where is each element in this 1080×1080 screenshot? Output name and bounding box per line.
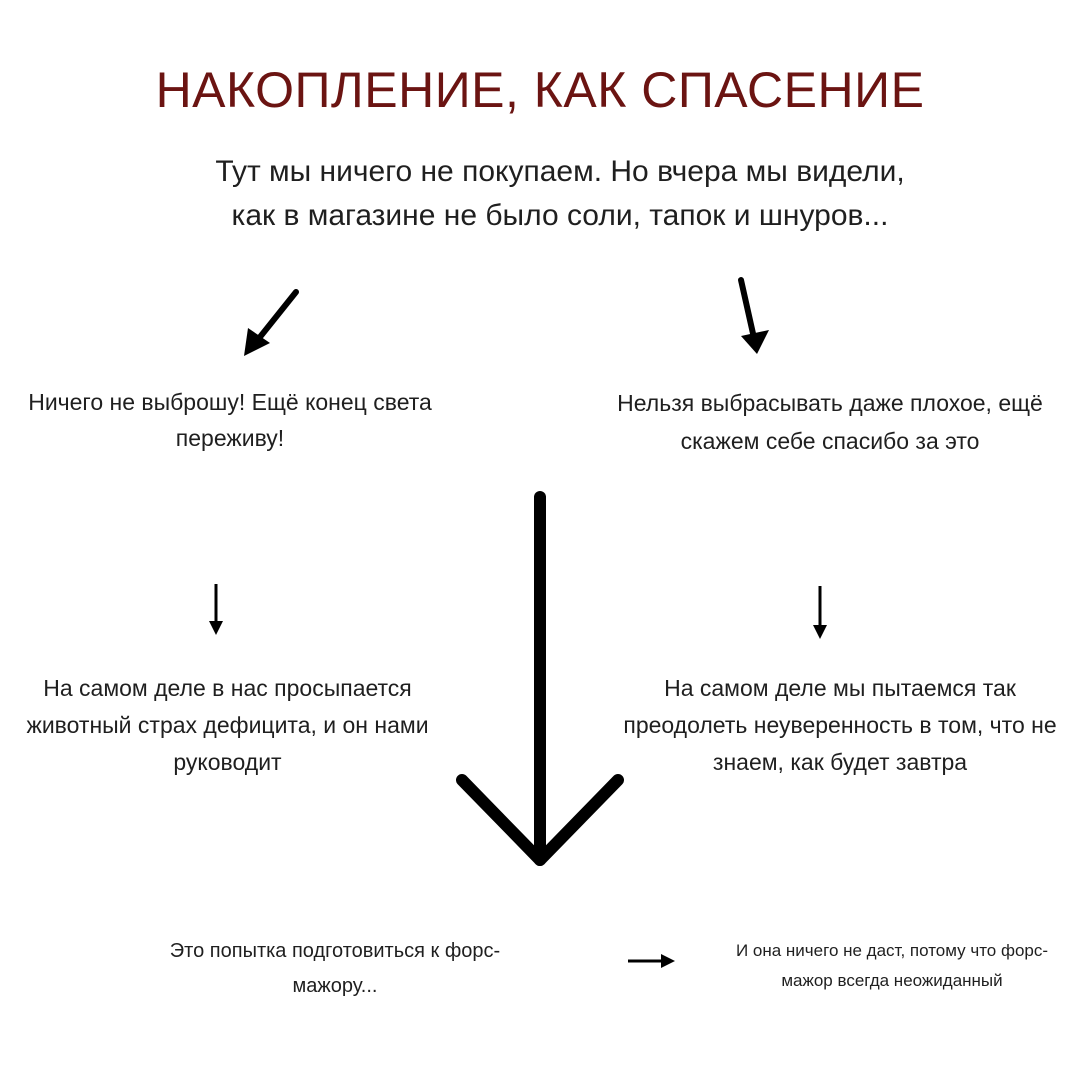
left-reality-text: На самом деле в нас просыпается животный страх дефицита, и он нами руководит [26,675,429,775]
arrow-down-right-icon [741,280,769,354]
right-belief-text: Нельзя выбрасывать даже плохое, ещё скажем себе спасибо за это [617,390,1043,454]
arrow-small-right-icon [813,586,827,639]
arrow-right-icon [628,954,675,968]
conclusion-outcome-text: И она ничего не даст, потому что форс-мажор всегда неожиданный [735,941,1049,990]
big-arrow-down-icon [462,497,618,860]
arrow-small-left-icon [209,584,223,635]
intro-text: Тут мы ничего не покупаем. Но вчера мы видели, как в магазине не было соли, тапок и шнуров... [215,155,905,232]
right-reality-text: На самом деле мы пытаемся так преодолеть неуверенность в том, что не знаем, как будет завтра [623,675,1057,775]
conclusion-attempt-text: Это попытка подготовиться к форс-мажору... [169,940,501,997]
arrow-down-left-icon [244,292,296,356]
left-belief-text: Ничего не выброшу! Ещё конец света переживу! [28,389,432,451]
page-title: НАКОПЛЕНИЕ, КАК СПАСЕНИЕ [155,62,925,118]
